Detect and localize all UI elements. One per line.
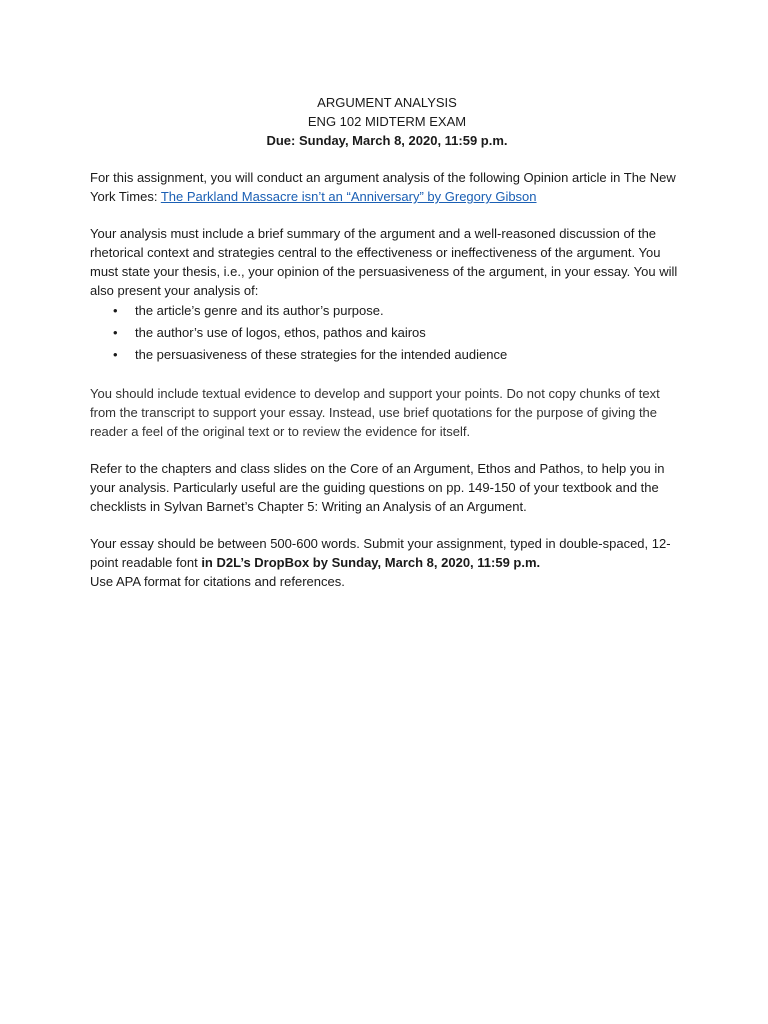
due-date: Due: Sunday, March 8, 2020, 11:59 p.m. — [266, 133, 508, 148]
intro-paragraph — [90, 168, 680, 206]
evidence-text: You should include textual evidence to develop and support your points. Do not copy chunks of text from the transcript to support your essay. Instead, use brief quotations for the purpose of giving the reader a feel of the original text or to review the evidence for itself. — [90, 386, 660, 439]
list-item-text: the persuasiveness of these strategies for the intended audience — [135, 347, 508, 362]
intro-text: For this assignment, you will conduct an argument analysis of the following Opinion article in The New York Times: — [90, 170, 676, 204]
analysis-paragraph — [90, 224, 680, 300]
references-text: Refer to the chapters and class slides on the Core of an Argument, Ethos and Pathos, to help you in your analysis. Particularly useful are the guiding questions on pp. 149-150 of your textbook and the checklists in Sylvan Barnet’s Chapter 5: Writing an Analysis of an Argument. — [90, 461, 665, 514]
references-paragraph — [90, 459, 680, 516]
document-title: ARGUMENT ANALYSIS — [317, 95, 457, 110]
analysis-bullet-list — [90, 300, 680, 366]
assignment-document — [90, 93, 680, 609]
submission-paragraph — [90, 534, 680, 591]
list-item — [90, 344, 680, 366]
list-item — [90, 322, 680, 344]
list-item-text: the author’s use of logos, ethos, pathos and kairos — [135, 325, 426, 340]
format-instructions: Use APA format for citations and references. — [90, 574, 345, 589]
list-item — [90, 300, 680, 322]
evidence-paragraph — [90, 384, 680, 441]
course-label: ENG 102 MIDTERM EXAM — [307, 114, 467, 129]
bullet-icon: • — [113, 303, 118, 318]
document-heading — [90, 93, 680, 150]
analysis-text: Your analysis must include a brief summary of the argument and a well-reasoned discussion of the rhetorical context and strategies central to the effectiveness or ineffectiveness of the argument. You must state your thesis, i.e., your opinion of the persuasiveness of the argument, in your essay. You will also present your analysis of: — [90, 226, 678, 298]
article-link[interactable]: The Parkland Massacre isn’t an “Anniversary” by Gregory Gibson — [160, 189, 537, 204]
list-item-text: the article’s genre and its author’s purpose. — [135, 303, 384, 318]
bullet-icon: • — [113, 325, 118, 340]
bullet-icon: • — [113, 347, 118, 362]
submission-deadline: in D2L’s DropBox by Sunday, March 8, 2020, 11:59 p.m. — [201, 555, 541, 570]
submission-text: Your essay should be between 500-600 words. Submit your assignment, typed in double-spaced, 12-point readable font — [90, 536, 671, 570]
